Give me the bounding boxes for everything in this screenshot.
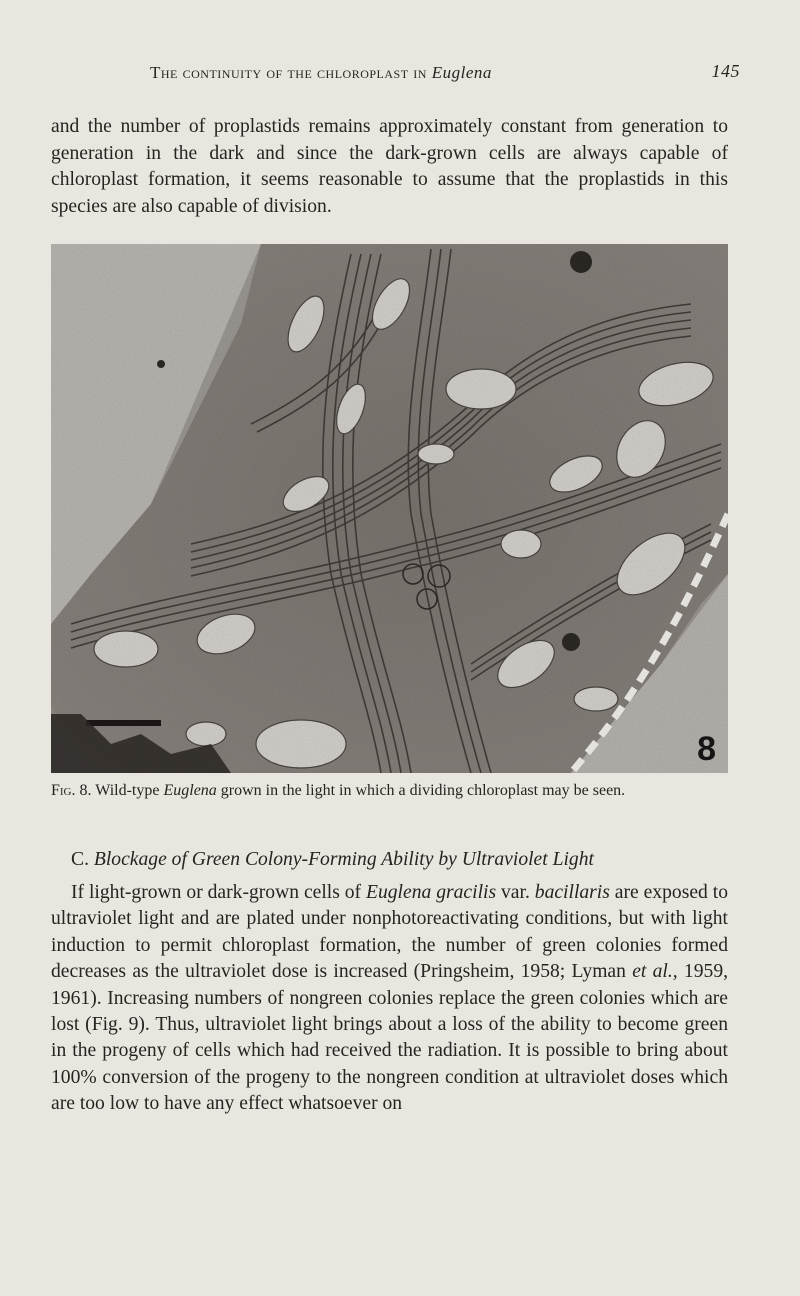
running-header [150, 63, 740, 83]
variety-name: bacillaris [534, 882, 610, 903]
figure-caption [51, 781, 728, 801]
running-title: The continuity of the chloroplast in Euglena [150, 63, 492, 82]
body-paragraph-2: If light-grown or dark-grown cells of Euglena gracilis var. bacillaris are exposed to ultraviolet light and are plated under nonphotoreactivating conditions, but with light induction to permit chloroplast formation, the number of green colonies formed decreases as the ultraviolet dose is increased (Pringsheim, 1958; Lyman et al., 1959, 1961). Increasing numbers of nongreen colonies replace the green colonies which are lost (Fig. 9). Thus, ultraviolet light brings about a loss of the ability to become green in the progeny of cells which had received the radiation. It is possible to bring about 100% conversion of the progeny to the nongreen condition at ultraviolet doses which are too low to have any effect whatsoever on [51, 882, 729, 1115]
caption-figure-label: Fig. 8. [51, 782, 92, 799]
section-heading [71, 849, 731, 871]
page-number: 145 [711, 61, 740, 81]
micrograph-figure [51, 244, 728, 773]
et-al: et al., [632, 961, 678, 983]
section-letter: C. [71, 849, 89, 870]
micrograph-image [51, 244, 728, 773]
caption-text-2: grown in the light in which a dividing chloroplast may be seen. [216, 782, 626, 799]
caption-text-1: Wild-type [95, 782, 164, 799]
body-paragraph-1: and the number of proplastids remains approximately constant from generation to generation in the dark and since the dark-grown cells are always capable of chloroplast formation, it seems reasonable to assume that the proplastids in this species are also capable of division. [51, 116, 728, 217]
species-name: Euglena gracilis [366, 882, 497, 903]
figure-number-label: 8 [697, 730, 716, 768]
running-title-genus: Euglena [431, 63, 492, 82]
section-title: Blockage of Green Colony-Forming Ability by Ultraviolet Light [93, 849, 594, 870]
caption-genus: Euglena [163, 782, 217, 799]
